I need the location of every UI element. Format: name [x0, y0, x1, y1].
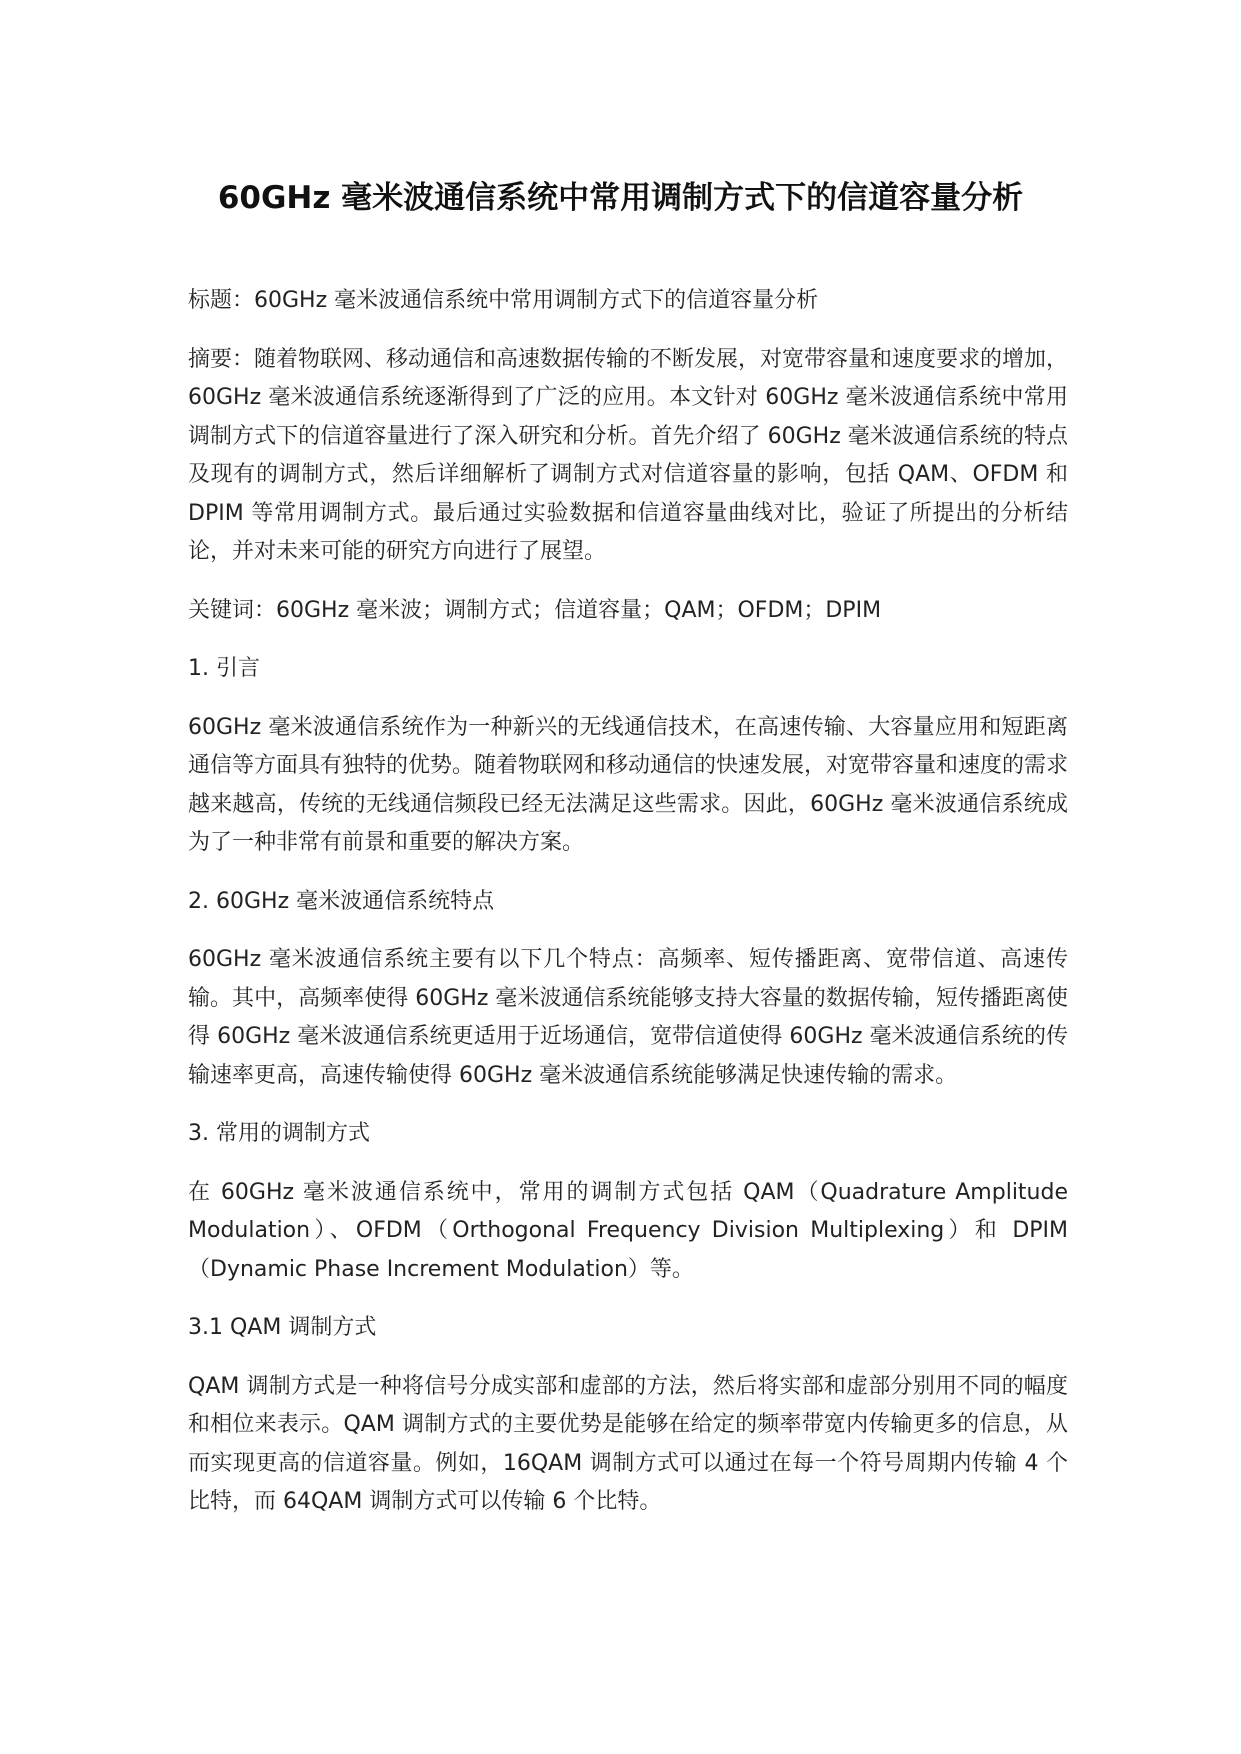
qam-paragraph: QAM 调制方式是一种将信号分成实部和虚部的方法，然后将实部和虚部分别用不同的幅度和相位来表示。QAM 调制方式的主要优势是能够在给定的频率带宽内传输更多的信息，从而实现更高的信道容量。例如，16QAM 调制方式可以通过在每一个符号周期内传输 4 个比特，而 64QAM 调制方式可以传输 6 个比特。	[188, 1373, 1068, 1514]
section-heading-features: 2. 60GHz 毫米波通信系统特点	[188, 888, 495, 914]
modulation-paragraph: 在 60GHz 毫米波通信系统中，常用的调制方式包括 QAM（Quadrature Amplitude Modulation）、OFDM（Orthogonal Frequency Division Multiplexing）和 DPIM（Dynamic Phase Increment Modulation）等。	[188, 1179, 1068, 1282]
document-body	[188, 282, 1068, 1522]
section-heading-modulation: 3. 常用的调制方式	[188, 1121, 370, 1146]
title-line: 标题：60GHz 毫米波通信系统中常用调制方式下的信道容量分析	[188, 288, 819, 313]
introduction-paragraph: 60GHz 毫米波通信系统作为一种新兴的无线通信技术，在高速传输、大容量应用和短距离通信等方面具有独特的优势。随着物联网和移动通信的快速发展，对宽带容量和速度的需求越来越高，传统的无线通信频段已经无法满足这些需求。因此，60GHz 毫米波通信系统成为了一种非常有前景和重要的解决方案。	[188, 714, 1069, 855]
features-paragraph: 60GHz 毫米波通信系统主要有以下几个特点：高频率、短传播距离、宽带信道、高速传输。其中，高频率使得 60GHz 毫米波通信系统能够支持大容量的数据传输，短传播距离使得 60GHz 毫米波通信系统更适用于近场通信，宽带信道使得 60GHz 毫米波通信系统的传输速率更高，高速传输使得 60GHz 毫米波通信系统能够满足快速传输的需求。	[188, 947, 1068, 1088]
keywords-line: 关键词：60GHz 毫米波；调制方式；信道容量；QAM；OFDM；DPIM	[188, 597, 882, 623]
section-heading-qam: 3.1 QAM 调制方式	[188, 1315, 377, 1340]
document-title: 60GHz 毫米波通信系统中常用调制方式下的信道容量分析	[217, 180, 1024, 216]
abstract-paragraph: 摘要：随着物联网、移动通信和高速数据传输的不断发展，对宽带容量和速度要求的增加，60GHz 毫米波通信系统逐渐得到了广泛的应用。本文针对 60GHz 毫米波通信系统中常用调制方式下的信道容量进行了深入研究和分析。首先介绍了 60GHz 毫米波通信系统的特点及现有的调制方式，然后详细解析了调制方式对信道容量的影响，包括 QAM、OFDM 和 DPIM 等常用调制方式。最后通过实验数据和信道容量曲线对比，验证了所提出的分析结论，并对未来可能的研究方向进行了展望。	[188, 346, 1069, 564]
section-heading-introduction: 1. 引言	[188, 656, 260, 681]
